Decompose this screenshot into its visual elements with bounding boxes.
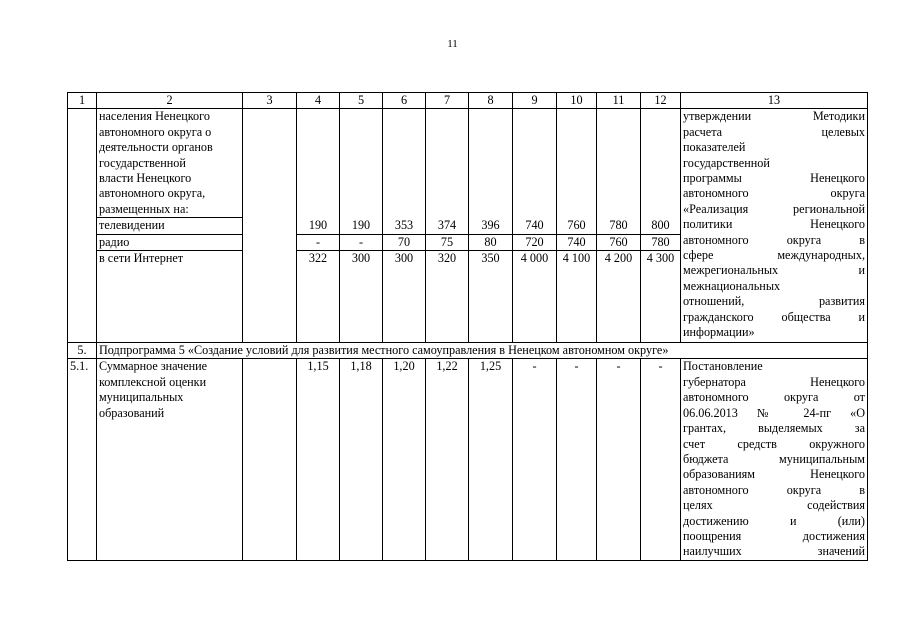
legal-basis-line: межнациональных xyxy=(683,278,781,293)
legal-basis-line: автономного округа в xyxy=(683,482,865,497)
value-cell xyxy=(557,109,597,218)
value-cell: 800 xyxy=(641,218,681,234)
value-cell: 4 300 xyxy=(641,251,681,343)
value-cell: 4 000 xyxy=(513,251,557,343)
value-cell: 320 xyxy=(426,251,469,343)
header-cell: 7 xyxy=(426,93,469,109)
legal-basis-line: целях содействия xyxy=(683,498,865,513)
value-cell: 374 xyxy=(426,218,469,234)
legal-basis-line: 06.06.2013 № 24-пг «О xyxy=(683,405,865,420)
value-cell xyxy=(513,109,557,218)
legal-basis-line: сфере международных, xyxy=(683,248,865,263)
header-cell: 11 xyxy=(597,93,641,109)
header-cell: 3 xyxy=(243,93,297,109)
legal-basis-line: «Реализация региональной xyxy=(683,201,865,216)
page-number: 11 xyxy=(447,38,458,50)
value-cell: - xyxy=(297,234,340,250)
legal-basis-line: достижению и (или) xyxy=(683,513,865,528)
indicator-name-cell: населения Ненецкого автономного округа о деятельности органов государственной власти Ненецкого автономного округа, размещенных на: xyxy=(97,109,243,218)
header-cell: 6 xyxy=(383,93,426,109)
value-cell: 396 xyxy=(469,218,513,234)
value-cell xyxy=(297,109,340,218)
section-number: 5. xyxy=(68,343,97,359)
value-cell: 1,15 xyxy=(297,359,340,560)
value-cell: 300 xyxy=(383,251,426,343)
table-row xyxy=(68,109,868,218)
value-cell: 300 xyxy=(340,251,383,343)
legal-basis-line: автономного округа от xyxy=(683,390,865,405)
value-cell: 80 xyxy=(469,234,513,250)
legal-basis-line: информации» xyxy=(683,325,755,340)
value-cell: 75 xyxy=(426,234,469,250)
legal-basis-line: автономного округа в xyxy=(683,232,865,247)
value-cell: 760 xyxy=(557,218,597,234)
legal-basis-line: Постановление xyxy=(683,359,763,374)
legal-basis-line: утверждении Методики xyxy=(683,109,865,124)
value-cell: 70 xyxy=(383,234,426,250)
value-cell: 780 xyxy=(597,218,641,234)
header-cell: 13 xyxy=(681,93,868,109)
legal-basis-line: гражданского общества и xyxy=(683,309,865,324)
legal-basis-line: грантах, выделяемых за xyxy=(683,421,865,436)
value-cell: 1,18 xyxy=(340,359,383,560)
legal-basis-line: поощрения достижения xyxy=(683,528,865,543)
legal-basis-line: бюджета муниципальным xyxy=(683,451,865,466)
legal-basis-line: программы Ненецкого xyxy=(683,171,865,186)
indicator-name-cell: радио xyxy=(97,234,243,250)
section-title: Подпрограмма 5 «Создание условий для развития местного самоуправления в Ненецком автономном округе» xyxy=(97,343,868,359)
value-cell: - xyxy=(340,234,383,250)
indicator-name-cell: Суммарное значение комплексной оценки муниципальных образований xyxy=(97,359,243,560)
value-cell: 4 100 xyxy=(557,251,597,343)
value-cell: 4 200 xyxy=(597,251,641,343)
value-cell: 720 xyxy=(513,234,557,250)
legal-basis-line: расчета целевых xyxy=(683,124,865,139)
value-cell xyxy=(469,109,513,218)
value-cell: - xyxy=(513,359,557,560)
legal-basis-line: политики Ненецкого xyxy=(683,217,865,232)
table-header-row xyxy=(68,93,868,109)
value-cell xyxy=(383,109,426,218)
value-cell: 740 xyxy=(513,218,557,234)
value-cell xyxy=(641,109,681,218)
header-cell: 12 xyxy=(641,93,681,109)
value-cell: - xyxy=(557,359,597,560)
header-cell: 8 xyxy=(469,93,513,109)
row-number-cell xyxy=(68,109,97,343)
value-cell: 322 xyxy=(297,251,340,343)
unit-cell xyxy=(243,109,297,343)
legal-basis-line: образованиям Ненецкого xyxy=(683,467,865,482)
value-cell: 1,20 xyxy=(383,359,426,560)
legal-basis-line: межрегиональных и xyxy=(683,263,865,278)
legal-basis-line: показателей xyxy=(683,140,746,155)
row-number-cell: 5.1. xyxy=(68,359,97,560)
value-cell: 760 xyxy=(597,234,641,250)
value-cell: 350 xyxy=(469,251,513,343)
legal-basis-line: счет средств окружного xyxy=(683,436,865,451)
unit-cell xyxy=(243,359,297,560)
legal-basis-cell xyxy=(681,109,868,343)
value-cell: 190 xyxy=(340,218,383,234)
value-cell: 353 xyxy=(383,218,426,234)
value-cell: - xyxy=(597,359,641,560)
legal-basis-line: наилучших значений xyxy=(683,544,865,559)
value-cell: - xyxy=(641,359,681,560)
legal-basis-line: отношений, развития xyxy=(683,294,865,309)
value-cell: 190 xyxy=(297,218,340,234)
legal-basis-line: государственной xyxy=(683,155,770,170)
value-cell xyxy=(597,109,641,218)
value-cell: 780 xyxy=(641,234,681,250)
header-cell: 5 xyxy=(340,93,383,109)
header-cell: 10 xyxy=(557,93,597,109)
header-cell: 9 xyxy=(513,93,557,109)
indicator-name-cell: телевидении xyxy=(97,218,243,234)
indicator-name-cell: в сети Интернет xyxy=(97,251,243,343)
legal-basis-line: губернатора Ненецкого xyxy=(683,374,865,389)
value-cell: 1,25 xyxy=(469,359,513,560)
value-cell: 740 xyxy=(557,234,597,250)
header-cell: 2 xyxy=(97,93,243,109)
table-row-5-1 xyxy=(68,359,868,560)
header-cell: 4 xyxy=(297,93,340,109)
legal-basis-cell xyxy=(681,359,868,560)
indicators-table xyxy=(67,92,868,561)
section-row xyxy=(68,343,868,359)
value-cell xyxy=(426,109,469,218)
legal-basis-line: автономного округа xyxy=(683,186,865,201)
header-cell: 1 xyxy=(68,93,97,109)
value-cell xyxy=(340,109,383,218)
value-cell: 1,22 xyxy=(426,359,469,560)
